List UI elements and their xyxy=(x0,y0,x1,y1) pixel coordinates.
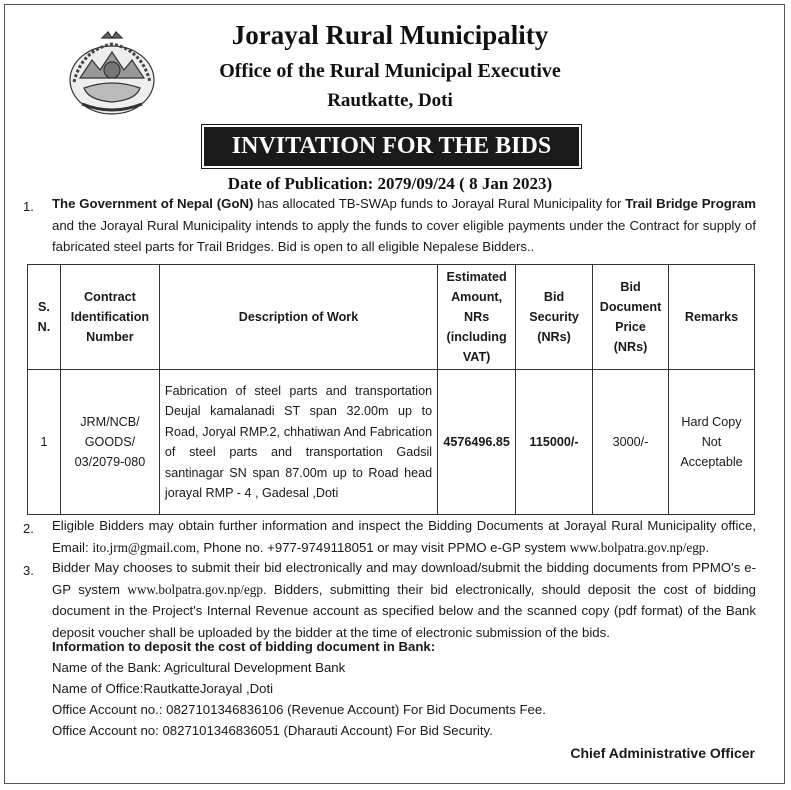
email-link[interactable]: ito.jrm@gmail.com xyxy=(92,539,197,555)
para1-number: 1. xyxy=(23,199,34,214)
para3-text-b: . Bidders, submitting their bid electronically, should deposit the cost of bidding document in the Project's Internal Revenue account as specified below and the scanned copy (pdf format) of the Bank deposit voucher shall be uploaded by the bidder at the time of electronic submission of the bids. xyxy=(52,581,756,640)
para2-text-b: , Phone no. +977-9749118051 or may visit PPMO e-GP system xyxy=(196,539,570,555)
col-header-sn: S. N. xyxy=(28,265,61,370)
dharauti-account: Office Account no: 0827101346836051 (Dharauti Account) For Bid Security. xyxy=(52,723,493,738)
para3-text xyxy=(52,557,756,643)
cell-amount: 4576496.85 xyxy=(438,370,516,515)
col-header-security: Bid Security (NRs) xyxy=(516,265,593,370)
col-header-description: Description of Work xyxy=(159,265,437,370)
cell-sn: 1 xyxy=(28,370,61,515)
bank-name: Name of the Bank: Agricultural Development Bank xyxy=(52,660,346,675)
program-text: Trail Bridge Program xyxy=(625,196,756,211)
org-title: Jorayal Rural Municipality xyxy=(231,20,549,50)
bank-info-heading: Information to deposit the cost of bidding document in Bank: xyxy=(52,639,436,654)
col-header-docprice: Bid Document Price (NRs) xyxy=(593,265,669,370)
cell-contract: JRM/NCB/ GOODS/ 03/2079-080 xyxy=(60,370,159,515)
para2-number: 2. xyxy=(23,521,34,536)
table-header-row xyxy=(28,265,755,370)
col-header-contract: Contract Identification Number xyxy=(60,265,159,370)
col-header-remarks: Remarks xyxy=(669,265,755,370)
office-name: Name of Office:RautkatteJorayal ,Doti xyxy=(52,681,274,696)
cell-description: Fabrication of steel parts and transportation Deujal kamalanadi ST span 32.00m up to Road, Joryal RMP.2, chhatiwan And Fabrication of steel parts and transportation Gadsil santinagar SN span 87.00m up to Road head jorayal RMP - 4 , Gadesal ,Doti xyxy=(159,370,437,515)
egp-link[interactable]: www.bolpatra.gov.np/egp xyxy=(569,539,706,555)
para3-number: 3. xyxy=(23,563,34,578)
egp-link-2[interactable]: www.bolpatra.gov.np/egp xyxy=(127,581,263,597)
para2-text-c: . xyxy=(705,539,710,555)
para2-text xyxy=(52,515,756,558)
para1-text-b: and the Jorayal Rural Municipality intends to apply the funds to cover eligible payments under the Contract for supply of fabricated steel parts for Trail Bridges. Bid is open to all eligible Nepalese Bidders.. xyxy=(52,217,756,254)
para3-text-a: Bidder May chooses to submit their bid electronically and may download/submit the bidding documents from PPMO's e-GP system xyxy=(52,560,756,597)
signature-title: Chief Administrative Officer xyxy=(570,745,755,761)
cell-docprice: 3000/- xyxy=(593,370,669,515)
para1-text xyxy=(52,193,756,258)
para2-text-a: Eligible Bidders may obtain further information and inspect the Bidding Documents at Jorayal Rural Municipality office, Email: xyxy=(52,518,756,555)
office-subtitle: Office of the Rural Municipal Executive xyxy=(219,60,561,82)
location-line: Rautkatte, Doti xyxy=(327,90,453,111)
nepal-emblem-icon xyxy=(62,30,162,118)
gon-text: The Government of Nepal (GoN) xyxy=(52,196,254,211)
bids-table xyxy=(27,264,755,515)
table-row xyxy=(28,370,755,515)
para1-text-a: has allocated TB-SWAp funds to Jorayal Rural Municipality for xyxy=(253,196,626,211)
col-header-amount: Estimated Amount, NRs (including VAT) xyxy=(438,265,516,370)
cell-remarks: Hard Copy Not Acceptable xyxy=(669,370,755,515)
invitation-banner: INVITATION FOR THE BIDS xyxy=(204,127,579,166)
cell-security: 115000/- xyxy=(516,370,593,515)
revenue-account: Office Account no.: 0827101346836106 (Revenue Account) For Bid Documents Fee. xyxy=(52,702,546,717)
publication-date: Date of Publication: 2079/09/24 ( 8 Jan 2023) xyxy=(227,174,553,193)
